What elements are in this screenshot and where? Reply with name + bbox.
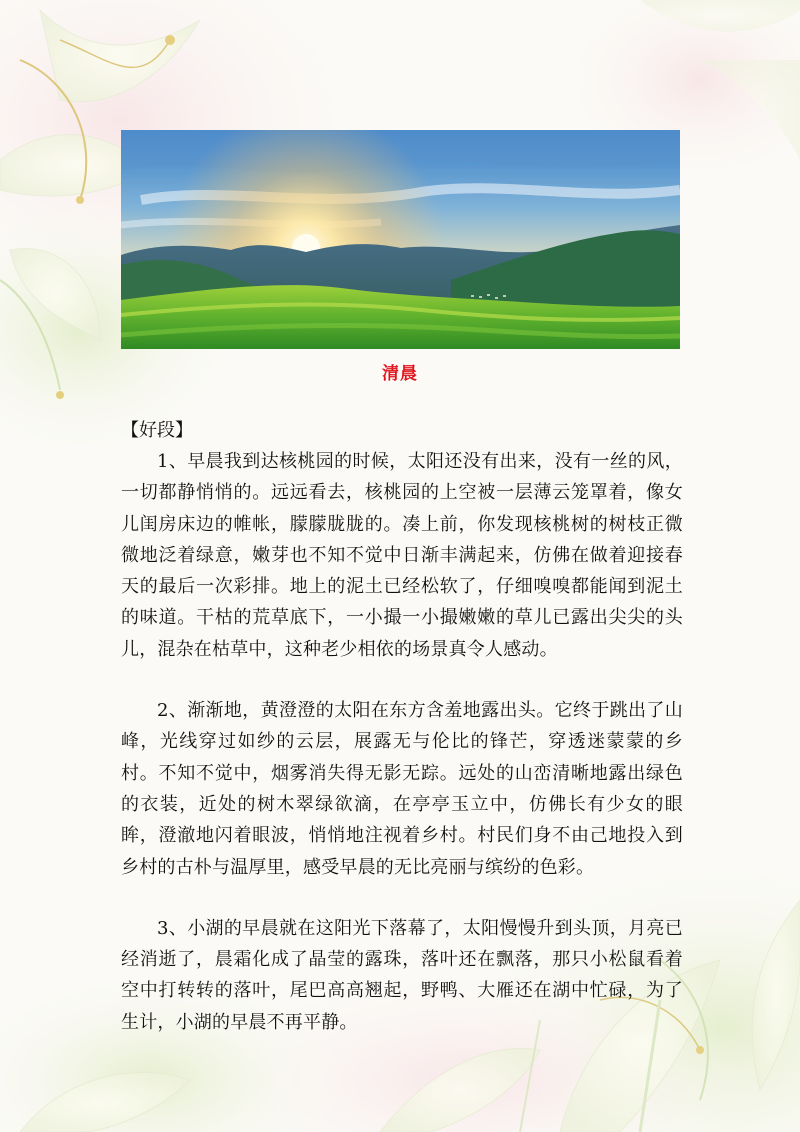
sunrise-landscape-image [121, 130, 680, 349]
section-tag: 【好段】 [121, 420, 193, 441]
paragraph-3: 3、小湖的早晨就在这阳光下落幕了，太阳慢慢升到头顶，月亮已经消逝了，晨霜化成了晶莹的露珠，落叶还在飘落，那只小松鼠看着空中打转转的落叶，尾巴高高翘起，野鸭、大雁还在湖中忙碌，为了生计，小湖的早晨不再平静。 [121, 917, 683, 1033]
paragraph-2: 2、渐渐地，黄澄澄的太阳在东方含羞地露出头。它终于跳出了山峰，光线穿过如纱的云层，展露无与伦比的锋芒，穿透迷蒙蒙的乡村。不知不觉中，烟雾消失得无影无踪。远处的山峦清晰地露出绿色的衣装，近处的树木翠绿欲滴，在亭亭玉立中，仿佛长有少女的眼眸，澄澈地闪着眼波，悄悄地注视着乡村。村民们身不由己地投入到乡村的古朴与温厚里，感受早晨的无比亮丽与缤纷的色彩。 [121, 700, 683, 878]
image-caption: 清晨 [382, 364, 418, 384]
article-body [121, 415, 683, 1038]
paragraph-1: 1、早晨我到达核桃园的时候，太阳还没有出来，没有一丝的风，一切都静悄悄的。远远看去，核桃园的上空被一层薄云笼罩着，像女儿闺房床边的帷帐，朦朦胧胧的。凑上前，你发现核桃树的树枝正微微地泛着绿意，嫩芽也不知不觉中日渐丰满起来，仿佛在做着迎接春天的最后一次彩排。地上的泥土已经松软了，仔细嗅嗅都能闻到泥土的味道。干枯的荒草底下，一小撮一小撮嫩嫩的草儿已露出尖尖的头儿，混杂在枯草中，这种老少相依的场景真令人感动。 [121, 451, 683, 660]
